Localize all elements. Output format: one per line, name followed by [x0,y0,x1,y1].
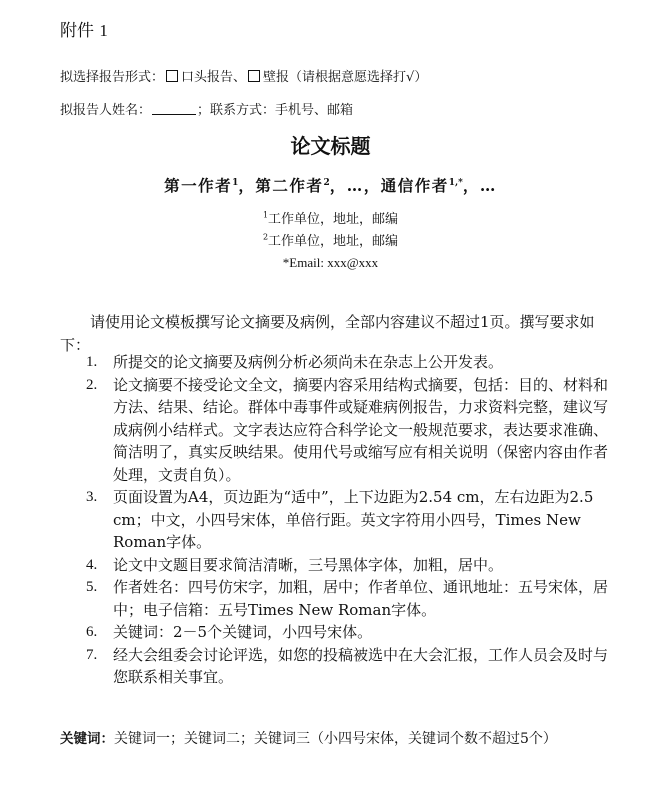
reporter-name-label: 拟报告人姓名： [60,103,152,118]
reporter-name-blank[interactable] [152,102,196,115]
list-item: 1. 所提交的论文摘要及病例分析必须尚未在杂志上公开发表。 [86,353,504,371]
author-1: 第一作者$^1$， [164,176,256,195]
author-line [0,174,661,196]
list-item: 3. 页面设置为A4，页边距为“适中”，上下边距为2.54 cm，左右边距为2.5 cm；中文，小四号宋体，单倍行距。英文字符用小四号，Times New Roman字体。 [86,488,594,551]
attachment-text: 附件 [60,21,94,41]
oral-report-label: 口头报告、 [181,70,247,85]
list-item: 5. 作者姓名：四号仿宋字，加粗，居中；作者单位、通讯地址：五号宋体，居中；电子信箱：五号Times New Roman字体。 [86,578,609,619]
poster-label: 壁报（请根据意愿选择打√） [263,70,428,85]
list-item: 7. 经大会组委会讨论评选，如您的投稿被选中在大会汇报，工作人员会及时与您联系相关事宜。 [86,645,609,686]
affiliation-2: $^2$工作单位，地址，邮编 [262,232,399,249]
attachment-label [60,16,108,41]
poster-checkbox[interactable] [248,70,260,82]
keywords-label: 关键词： [60,731,114,747]
reporter-line [60,99,353,118]
email: *Email: xxx@xxx [282,255,379,270]
report-form-prefix: 拟选择报告形式： [60,70,165,85]
oral-report-checkbox[interactable] [166,70,178,82]
reporter-contact-label: ；联系方式：手机号、邮箱 [197,103,354,118]
attachment-number: 1 [99,21,108,40]
requirements-list [60,351,620,689]
author-2: 第二作者$^2$，…， [255,176,381,195]
paper-title: 论文标题 [290,134,371,158]
author-corresponding: 通信作者$^{1,*}$，… [380,176,497,195]
affiliation-1: $^1$工作单位，地址，邮编 [262,210,399,227]
list-item: 6. 关键词：2－5个关键词，小四号宋体。 [86,623,373,641]
list-item: 4. 论文中文题目要求简洁清晰，三号黑体字体，加粗，居中。 [86,555,504,574]
intro-paragraph: 请使用论文模板撰写论文摘要及病例，全部内容建议不超过1页。撰写要求如下： [60,313,595,354]
report-form-line [60,66,427,85]
keywords-line [60,727,557,748]
keywords-text: 关键词一；关键词二；关键词三（小四号宋体，关键词个数不超过5个） [114,731,557,747]
list-item: 2. 论文摘要不接受论文全文，摘要内容采用结构式摘要，包括：目的、材料和方法、结果、结论。群体中毒事件或疑难病例报告，力求资料完整，建议写成病例小结样式。文字表达应符合科学论文一般规范要求，表达要求准确、简洁明了，真实反映结果。使用代号或缩写应有相关说明（保密内容由作者处理，文责自负）。 [86,375,609,484]
